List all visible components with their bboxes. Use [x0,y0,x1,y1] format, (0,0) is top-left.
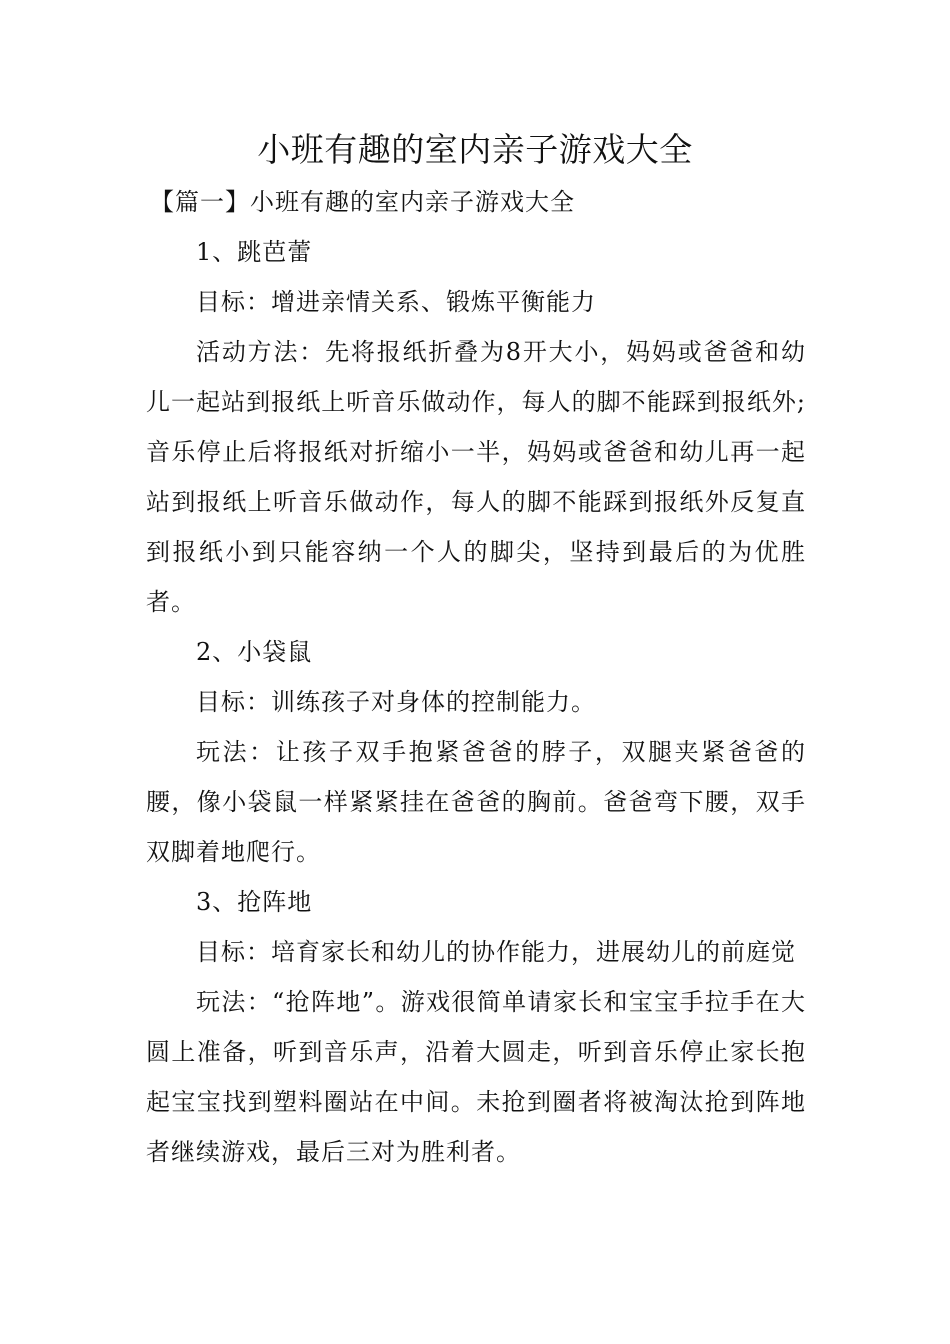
game-3-method: 玩法：“抢阵地”。游戏很简单请家长和宝宝手拉手在大圆上准备，听到音乐声，沿着大圆走，听到音乐停止家长抱起宝宝找到塑料圈站在中间。未抢到圈者将被淘汰抢到阵地者继续游戏，最后三对为胜利者。 [146,988,806,1166]
document-body [146,177,806,1177]
game-1-method: 活动方法：先将报纸折叠为8开大小，妈妈或爸爸和幼儿一起站到报纸上听音乐做动作，每人的脚不能踩到报纸外;音乐停止后将报纸对折缩小一半，妈妈或爸爸和幼儿再一起站到报纸上听音乐做动作，每人的脚不能踩到报纸外反复直到报纸小到只能容纳一个人的脚尖，坚持到最后的为优胜者。 [146,338,806,616]
page-title: 小班有趣的室内亲子游戏大全 [257,130,693,169]
game-heading-2: 2、小袋鼠 [196,638,313,666]
game-2-goal: 目标：训练孩子对身体的控制能力。 [196,688,596,716]
game-heading-3: 3、抢阵地 [196,888,313,916]
game-1-goal: 目标：增进亲情关系、锻炼平衡能力 [196,288,596,316]
section-heading: 【篇一】小班有趣的室内亲子游戏大全 [150,188,575,216]
game-3-goal: 目标：培育家长和幼儿的协作能力，进展幼儿的前庭觉 [196,938,796,966]
game-2-method: 玩法：让孩子双手抱紧爸爸的脖子，双腿夹紧爸爸的腰，像小袋鼠一样紧紧挂在爸爸的胸前。爸爸弯下腰，双手双脚着地爬行。 [146,738,806,866]
game-heading-1: 1、跳芭蕾 [196,238,313,266]
